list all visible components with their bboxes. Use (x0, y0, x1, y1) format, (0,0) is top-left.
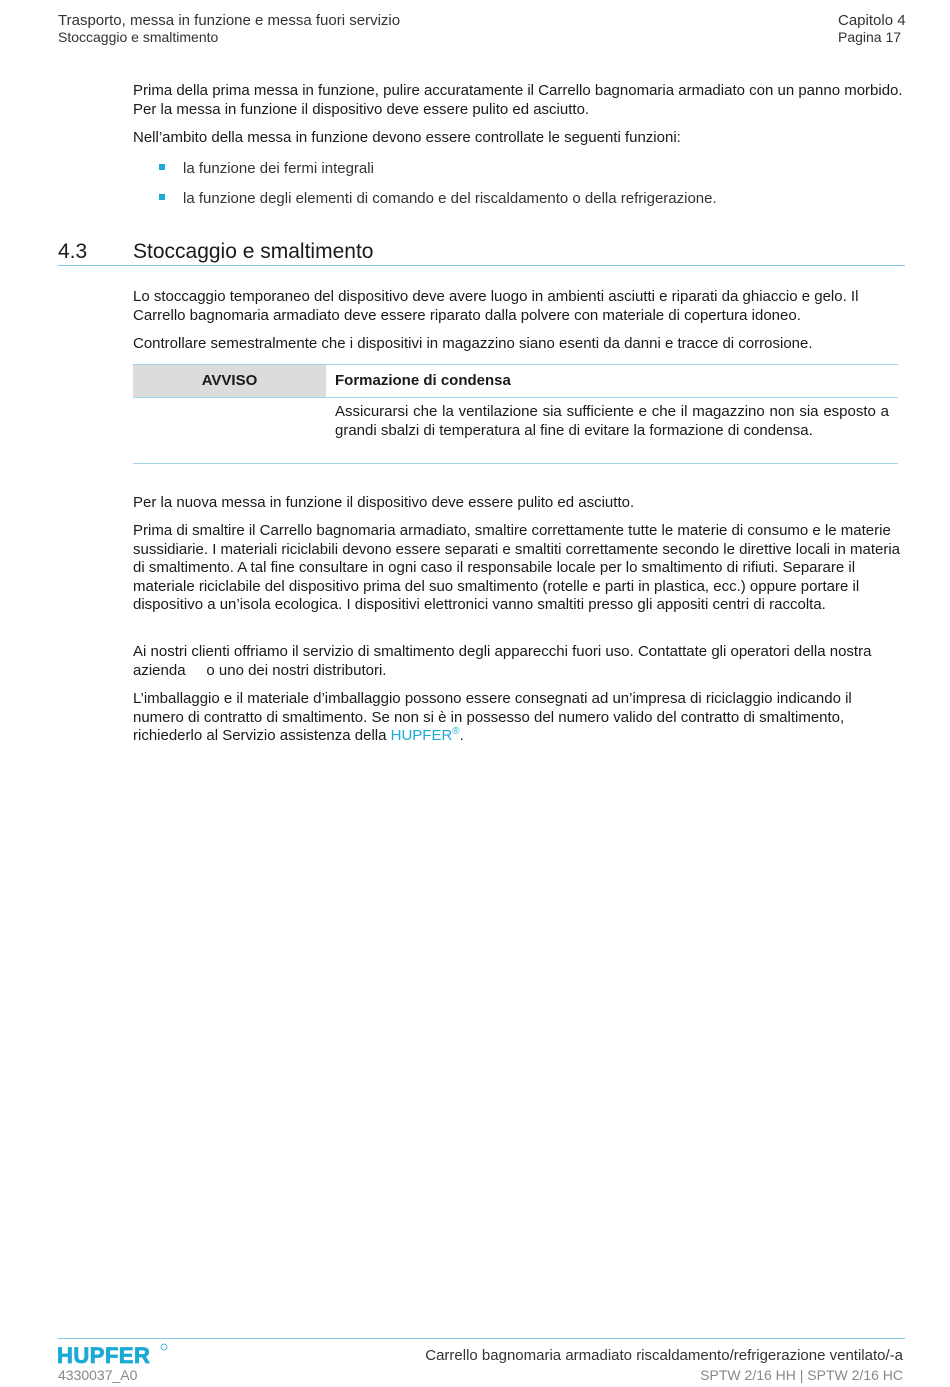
bullet-square-icon (159, 164, 165, 170)
model-numbers: SPTW 2/16 HH | SPTW 2/16 HC (700, 1367, 903, 1383)
body-paragraph-3: Per la nuova messa in funzione il dispositivo deve essere pulito ed asciutto. (133, 494, 635, 511)
running-header-left (58, 12, 400, 46)
chapter-number: Capitolo 4 (838, 12, 906, 29)
notice-heading: Formazione di condensa (335, 372, 511, 389)
intro-paragraph-2: Nell’ambito della messa in funzione devono essere controllate le seguenti funzioni: (133, 129, 681, 146)
product-name: Carrello bagnomaria armadiato riscaldamento/refrigerazione ventilato/-a (425, 1347, 903, 1364)
brand-name (391, 727, 460, 744)
body-paragraph-4: Prima di smaltire il Carrello bagnomaria armadiato, smaltire correttamente tutte le materie di consumo e le materie sussidiarie. I materiali riciclabili devono essere separati e smaltiti correttamente secondo le direttive locali in materia di smaltimento. A tal fine consultare in ogni caso il responsabile locale per lo smaltimento di rifiuti. Separare il materiale riciclabile del dispositivo prima del suo smaltimento (rotelle e parti in plastica, ecc.) oppure portare il dispositivo a un’isola ecologica. I dispositivi elettronici vanno smaltiti presso gli appositi centri di raccolta. (133, 522, 900, 613)
notice-middle-rule (133, 397, 898, 398)
running-header-right (838, 12, 906, 46)
logo-registered-icon (161, 1344, 167, 1350)
bullet-text: la funzione degli elementi di comando e del riscaldamento o della refrigerazione. (183, 190, 717, 207)
section-subtitle: Stoccaggio e smaltimento (58, 29, 219, 45)
document-number: 4330037_A0 (58, 1367, 138, 1383)
body-paragraph-6-text: L’imballaggio e il materiale d’imballaggio possono essere consegnati ad un’impresa di riciclaggio indicando il numero di contratto di smaltimento. Se non si è in possesso del numero valido del contratto di smaltimento, richiederlo al Servizio assistenza della (133, 690, 852, 744)
logo-text: HUPFER (57, 1343, 151, 1368)
intro-paragraph-1: Prima della prima messa in funzione, pulire accuratamente il Carrello bagnomaria armadiato con un panno morbido. Per la messa in funzione il dispositivo deve essere pulito ed asciutto. (133, 82, 903, 118)
section-number: 4.3 (58, 240, 88, 263)
section-paragraph-2: Controllare semestralmente che i dispositivi in magazzino siano esenti da danni e tracce di corrosione. (133, 335, 813, 352)
body-paragraph-6-end: . (459, 727, 464, 744)
notice-body: Assicurarsi che la ventilazione sia sufficiente e che il magazzino non sia esposto a grandi sbalzi di temperatura al fine di evitare la formazione di condensa. (335, 403, 889, 439)
hupfer-logo-icon (56, 1342, 171, 1368)
page-number: Pagina 17 (838, 29, 902, 45)
bullet-text: la funzione dei fermi integrali (183, 160, 374, 177)
brand-name-text: HUPFER (390, 727, 453, 744)
section-title: Stoccaggio e smaltimento (133, 240, 374, 263)
registered-mark: ® (452, 726, 460, 737)
chapter-title: Trasporto, messa in funzione e messa fuori servizio (58, 12, 401, 29)
section-divider (58, 265, 905, 266)
body-paragraph-6 (133, 690, 903, 746)
body-paragraph-5: Ai nostri clienti offriamo il servizio di smaltimento degli apparecchi fuori uso. Contattate gli operatori della nostra azienda o uno dei nostri distributori. (133, 643, 876, 679)
notice-bottom-rule (133, 463, 898, 464)
section-paragraph-1: Lo stoccaggio temporaneo del dispositivo deve avere luogo in ambienti asciutti e riparati da ghiaccio e gelo. Il Carrello bagnomaria armadiato deve essere riparato dalla polvere con materiale di copertura idoneo. (133, 288, 859, 324)
bullet-square-icon (159, 194, 165, 200)
notice-label: AVVISO (133, 365, 326, 397)
footer-divider (58, 1338, 905, 1339)
